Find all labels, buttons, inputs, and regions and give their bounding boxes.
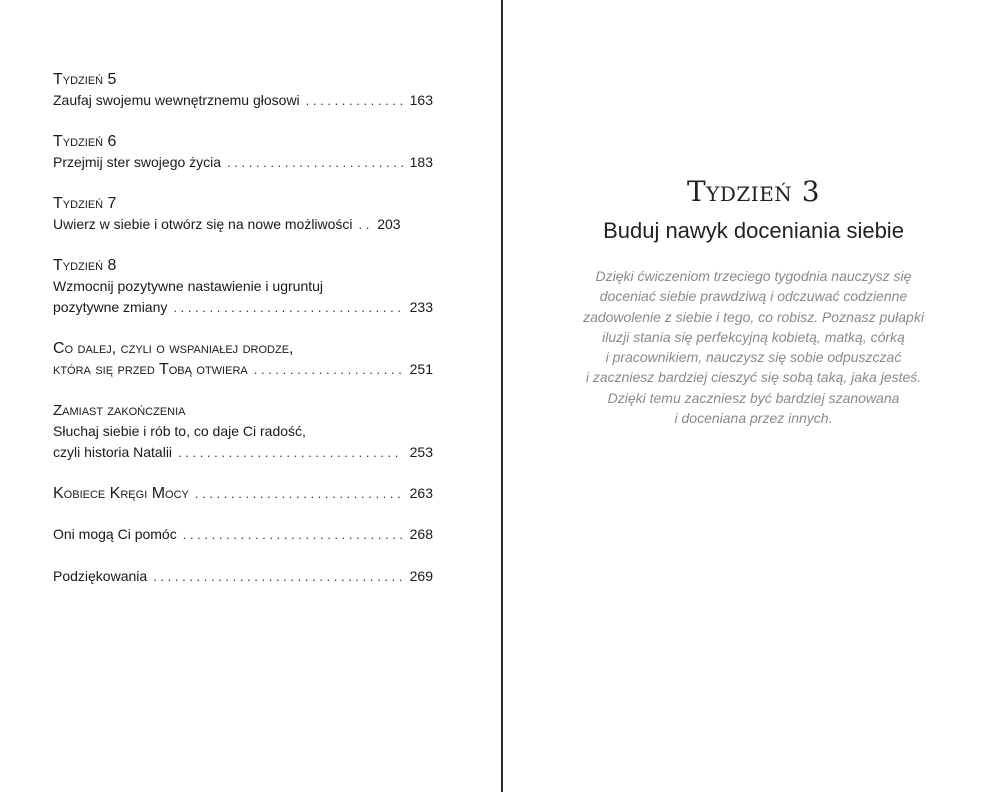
toc-leader-dots (254, 359, 403, 380)
toc-page-number: 253 (409, 444, 433, 460)
toc-entry-zamiast-zakonczenia[interactable] (53, 400, 433, 463)
toc-entry-line: Słuchaj siebie i rób to, co daje Ci radość, (53, 423, 306, 439)
toc-leader-dots (173, 297, 403, 318)
toc-entry-kobiece-kregi-mocy[interactable] (53, 483, 433, 504)
toc-leader-dots (359, 214, 371, 235)
toc-entry-line (53, 297, 433, 318)
chapter-description-line: Dzięki temu zaczniesz być bardziej szanowana (607, 389, 900, 406)
chapter-title: Tydzień 3 (686, 175, 821, 208)
toc-entry-line (53, 359, 433, 380)
toc-entry-heading: Tydzień 5 (53, 71, 117, 88)
toc-entry-line (53, 90, 433, 111)
toc-entry-heading: Tydzień 8 (53, 257, 117, 274)
toc-page-number: 163 (409, 92, 433, 108)
toc-entry-line: Wzmocnij pozytywne nastawienie i ugruntuj (53, 278, 324, 294)
toc-entry-line (53, 442, 433, 463)
toc-entry-title: czyli historia Natalii (53, 444, 173, 460)
toc-entry-title: Zaufaj swojemu wewnętrznemu głosowi (53, 92, 300, 108)
chapter-description (573, 266, 934, 428)
toc-entry-title: Podziękowania (53, 568, 148, 584)
toc-page-number: 233 (409, 299, 433, 315)
toc-entry-heading: Tydzień 7 (53, 195, 117, 212)
toc-page-number: 203 (377, 216, 401, 232)
chapter-description-line: zadowolenie z siebie i tego, co robisz. Poznasz pułapki (583, 308, 924, 325)
toc-leader-dots (183, 524, 403, 545)
toc-entry-co-dalej[interactable] (53, 338, 433, 380)
toc-entry-heading: Zamiast zakończenia (53, 402, 186, 419)
toc-leader-dots (227, 152, 403, 173)
toc-entry-heading: Tydzień 6 (53, 133, 117, 150)
toc-entry-title: Oni mogą Ci pomóc (53, 526, 177, 542)
toc-leader-dots (153, 566, 403, 587)
toc-entry-week-5[interactable] (53, 69, 433, 111)
toc-entry-line: Co dalej, czyli o wspaniałej drodze, (53, 340, 294, 357)
toc-entry-title: która się przed Tobą otwiera (53, 361, 248, 378)
toc-page-number: 268 (409, 526, 433, 542)
toc-entry-line (53, 214, 433, 235)
toc-entry-line (53, 524, 433, 545)
toc-page-number: 183 (409, 154, 433, 170)
toc-leader-dots (195, 483, 403, 504)
chapter-description-line: doceniać siebie prawdziwą i odczuwać codzienne (599, 288, 908, 305)
chapter-subtitle: Buduj nawyk doceniania siebie (603, 218, 904, 243)
chapter-description-line: iluzji stania się perfekcyjną kobietą, matką, córką (602, 328, 905, 345)
toc-entry-week-6[interactable] (53, 131, 433, 173)
chapter-description-line: i doceniana przez innych. (674, 410, 833, 427)
toc-entry-oni-moga-ci-pomoc[interactable] (53, 524, 433, 545)
left-page-table-of-contents (0, 0, 501, 792)
toc-entry-week-8[interactable] (53, 255, 433, 318)
toc-entry-title: Kobiece Kręgi Mocy (53, 485, 189, 502)
toc-entry-line (53, 566, 433, 587)
toc-entry-line (53, 483, 433, 504)
toc-entry-podziekowania[interactable] (53, 566, 433, 587)
toc-page-number: 251 (409, 361, 433, 377)
toc-page-number: 263 (409, 485, 433, 501)
toc-leader-dots (306, 90, 403, 111)
chapter-description-line: i pracownikiem, nauczysz się sobie odpuszczać (605, 349, 902, 366)
toc-entry-week-7[interactable] (53, 193, 433, 235)
chapter-description-line: Dzięki ćwiczeniom trzeciego tygodnia nauczysz się (595, 268, 912, 284)
toc-entry-title: Przejmij ster swojego życia (53, 154, 222, 170)
toc-entry-title: pozytywne zmiany (53, 299, 168, 315)
toc-leader-dots (178, 442, 403, 463)
right-page-chapter-opener (503, 0, 1004, 792)
toc-page-number: 269 (409, 568, 433, 584)
toc-entry-title: Uwierz w siebie i otwórz się na nowe możliwości (53, 216, 353, 232)
chapter-description-line: i zaczniesz bardziej cieszyć się sobą taką, jaka jesteś. (585, 369, 922, 386)
toc-entry-line (53, 152, 433, 173)
